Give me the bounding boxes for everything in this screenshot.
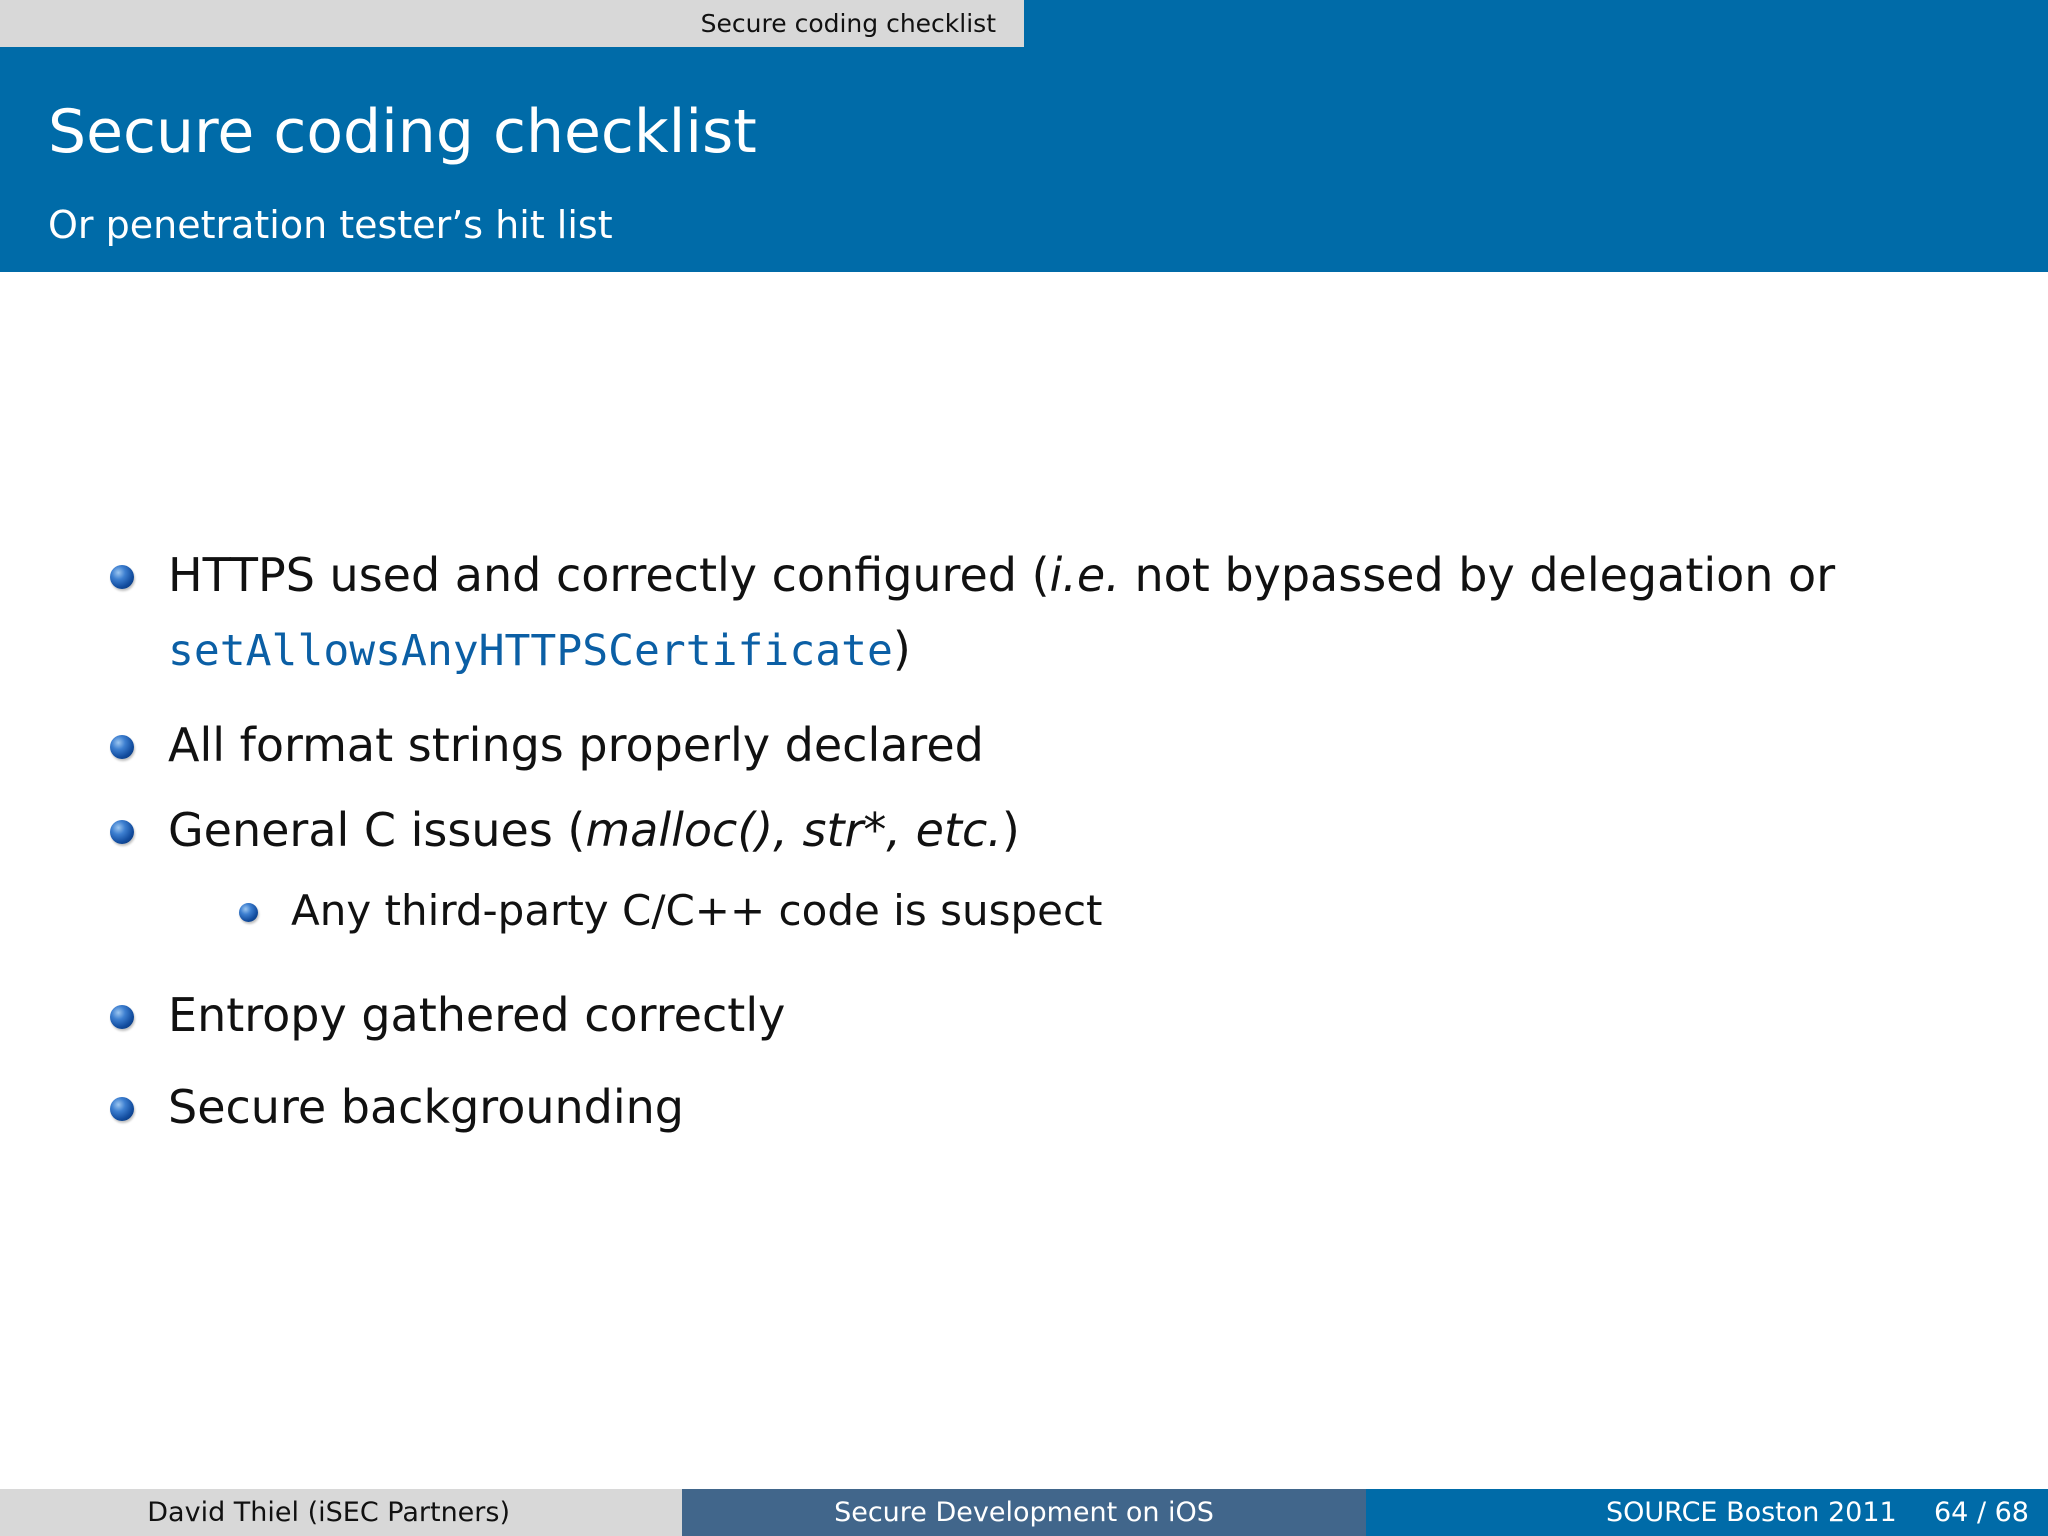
footer-talk-title: Secure Development on iOS	[682, 1489, 1366, 1536]
bullet-icon	[110, 1097, 134, 1121]
list-item: Secure backgrounding	[168, 1080, 684, 1134]
list-item	[168, 803, 1020, 857]
bullet-icon	[110, 565, 134, 589]
list-item-continuation	[168, 622, 911, 676]
slide-subtitle: Or penetration tester’s hit list	[48, 203, 613, 247]
bullet-icon	[110, 820, 134, 844]
footer	[0, 1489, 2048, 1536]
nav-section-link[interactable]: Secure coding checklist	[0, 0, 1024, 47]
item-text: )	[1001, 803, 1020, 857]
title-bar	[0, 47, 2048, 272]
list-item	[168, 548, 1836, 602]
bullet-icon	[110, 1005, 134, 1029]
slide-title: Secure coding checklist	[48, 97, 757, 167]
code-snippet: setAllowsAnyHTTPSCertificate	[168, 626, 893, 676]
item-text: )	[892, 622, 911, 676]
item-text: General C issues (	[168, 803, 586, 857]
sub-list-item: Any third-party C/C++ code is suspect	[291, 886, 1103, 935]
item-emphasis: i.e.	[1049, 548, 1120, 602]
item-text: not bypassed by delegation or	[1119, 548, 1836, 602]
sub-bullet-icon	[239, 903, 258, 922]
bullet-icon	[110, 735, 134, 759]
navigation-strip	[0, 0, 2048, 47]
item-emphasis: malloc(), str*, etc.	[585, 803, 1002, 857]
footer-event: SOURCE Boston 2011	[1606, 1497, 1897, 1528]
footer-author: David Thiel (iSEC Partners)	[0, 1489, 682, 1536]
list-item: Entropy gathered correctly	[168, 988, 786, 1042]
footer-event-bar	[1366, 1489, 2048, 1536]
list-item: All format strings properly declared	[168, 718, 984, 772]
item-text: HTTPS used and correctly configured (	[168, 548, 1050, 602]
page-number: 64 / 68	[1934, 1497, 2029, 1528]
